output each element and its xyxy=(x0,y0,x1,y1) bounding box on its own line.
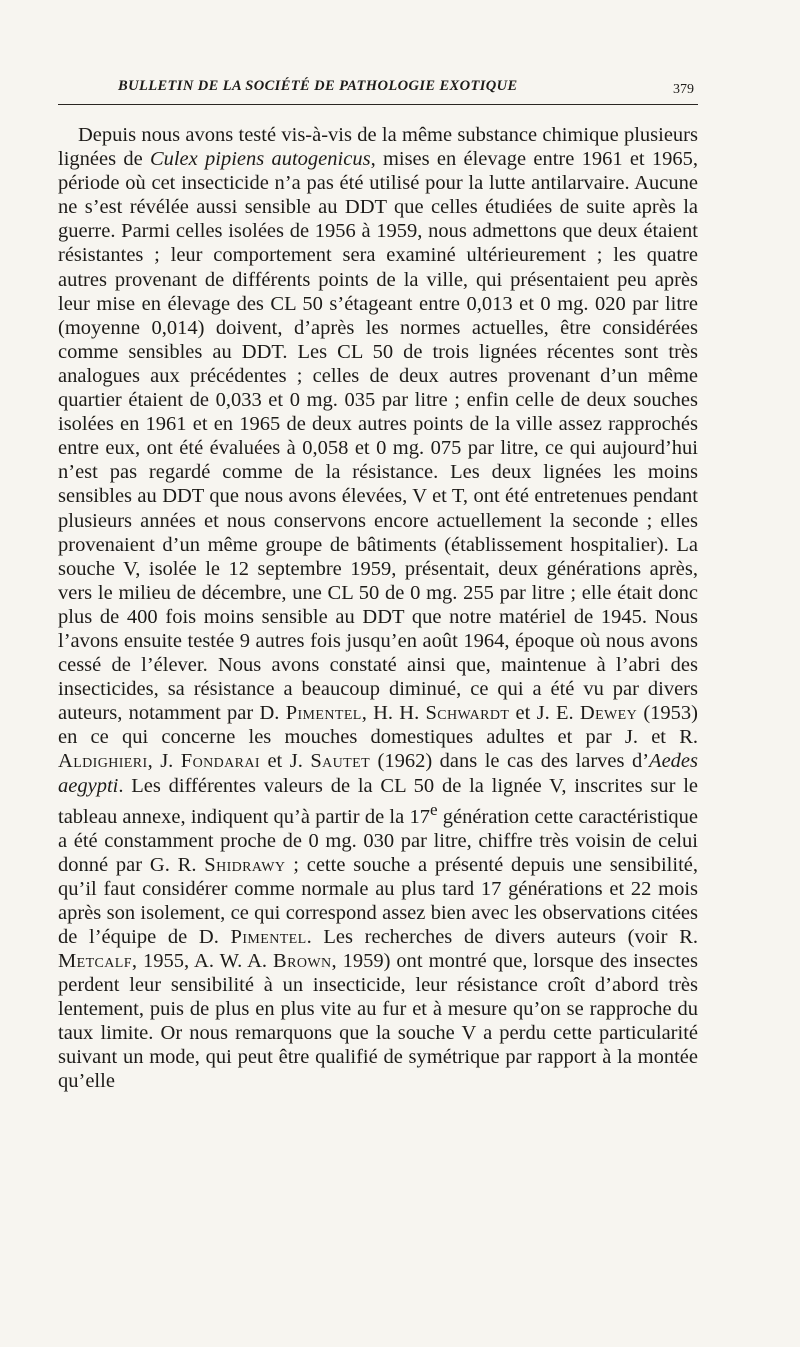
text-run: , mises en élevage entre 1961 et 1965, période où cet insecticide n’a pas été utilisé pour la lutte antilarvaire. Aucune ne s’est révélée aussi sensible au DDT que celles étudiées de suite après la guerre. Parmi celles isolées de 1956 à 1959, nous admettons que deux étaient résistantes ; leur comportement sera examiné ultérieurement ; les quatre autres provenant de différents points de la ville, qui présentaient peu après leur mise en élevage des CL 50 s’étageant entre 0,013 et 0 mg. 020 par litre (moyenne 0,014) doivent, d’après les normes actuelles, être considérées comme sensibles au DDT. Les CL 50 de trois lignées récentes sont très analogues aux précédentes ; celles de deux autres provenant d’un même quartier étaient de 0,033 et 0 mg. 035 par litre ; enfin celle de deux souches isolées en 1961 et en 1965 de deux autres points de la ville assez rapprochés entre eux, ont été évaluées à 0,058 et 0 mg. 075 par litre, ce qui aujourd’hui n’est pas regardé comme de la résistance. Les deux lignées les moins sensibles au DDT que nous avons élevées, V et T, ont été entretenues pendant plusieurs années et nous conservons encore actuellement la seconde ; elles provenaient d’un même groupe de bâtiments (établissement hospitalier). La souche V, isolée le 12 septembre 1959, présentait, deux générations après, vers le milieu de décembre, une CL 50 de 0 mg. 255 par litre ; elle était donc plus de 400 fois moins sensible au DDT que notre matériel de 1945. Nous l’avons ensuite testée 9 autres fois jusqu’en août 1964, époque où nous avons cessé de l’élever. Nous avons constaté ainsi que, maintenue à l’abri des insecticides, sa résistance a beaucoup diminué, ce qui a été vu par divers auteurs, notamment par D. xyxy=(58,148,699,725)
text-run: , H. H. xyxy=(361,702,426,725)
text-run: ; cette souche a présenté depuis une sensibilité, qu’il faut considérer comme normale au plus tard 17 générations et 22 mois après son isolement, ce qui correspond assez bien avec les observations citées de l’équipe de D. xyxy=(58,853,698,948)
text-run: , J. xyxy=(147,750,181,773)
running-header xyxy=(58,78,698,105)
author-name: Sautet xyxy=(310,750,371,773)
text-run: , 1959) ont montré que, lorsque des insectes perdent leur sensibilité à un insecticide, leur résistance croît d’abord très lentement, puis de plus en plus vite au fur et à mesure qu’on se rapproche du taux limite. Or nous remarquons que la souche V a perdu cette particularité suivant un mode, qui peut être qualifié de symétrique par rapport à la montée qu’elle xyxy=(58,950,698,1093)
author-name: Fondarai xyxy=(180,750,260,773)
paragraph xyxy=(58,123,698,1094)
author-name: Dewey xyxy=(579,702,638,725)
text-run: . Les différentes valeurs de la CL 50 de la lignée V, inscrites sur le tableau annexe, indiquent qu’à partir de la 17 xyxy=(58,774,698,828)
text-run: , 1955, A. W. A. xyxy=(131,950,274,973)
text-run: (1953) en ce qui concerne les mouches domestiques adultes et par J. et R. xyxy=(58,702,699,749)
text-run: . Les recherches de divers auteurs (voir R. xyxy=(306,925,698,948)
text-run: et J. xyxy=(259,750,311,773)
journal-title: BULLETIN DE LA SOCIÉTÉ DE PATHOLOGIE EXOTIQUE xyxy=(118,78,518,94)
author-name: Aldighieri xyxy=(58,750,148,773)
author-name: Pimentel xyxy=(285,702,362,725)
author-name: Schwardt xyxy=(425,702,510,725)
author-name: Metcalf xyxy=(58,950,132,973)
author-name: Shidrawy xyxy=(204,853,286,876)
text-run: Depuis nous avons testé vis-à-vis de la même substance chimique plusieurs lignées de xyxy=(58,124,698,171)
species-name: Aedes aegypti xyxy=(58,750,698,797)
author-name: Pimentel xyxy=(230,925,307,948)
text-run: génération cette caractéristique a été constamment proche de 0 mg. 030 par litre, chiffre très voisin de celui donné par G. R. xyxy=(58,805,698,876)
page-number: 379 xyxy=(673,82,694,97)
document-page xyxy=(58,78,698,1094)
author-name: Brown xyxy=(273,950,332,973)
text-run: (1962) dans le cas des larves d’ xyxy=(370,750,650,773)
body-text xyxy=(58,123,698,1094)
text-run: et J. E. xyxy=(509,702,580,725)
species-name: Culex pipiens autogenicus xyxy=(149,148,371,171)
superscript: e xyxy=(429,799,438,819)
